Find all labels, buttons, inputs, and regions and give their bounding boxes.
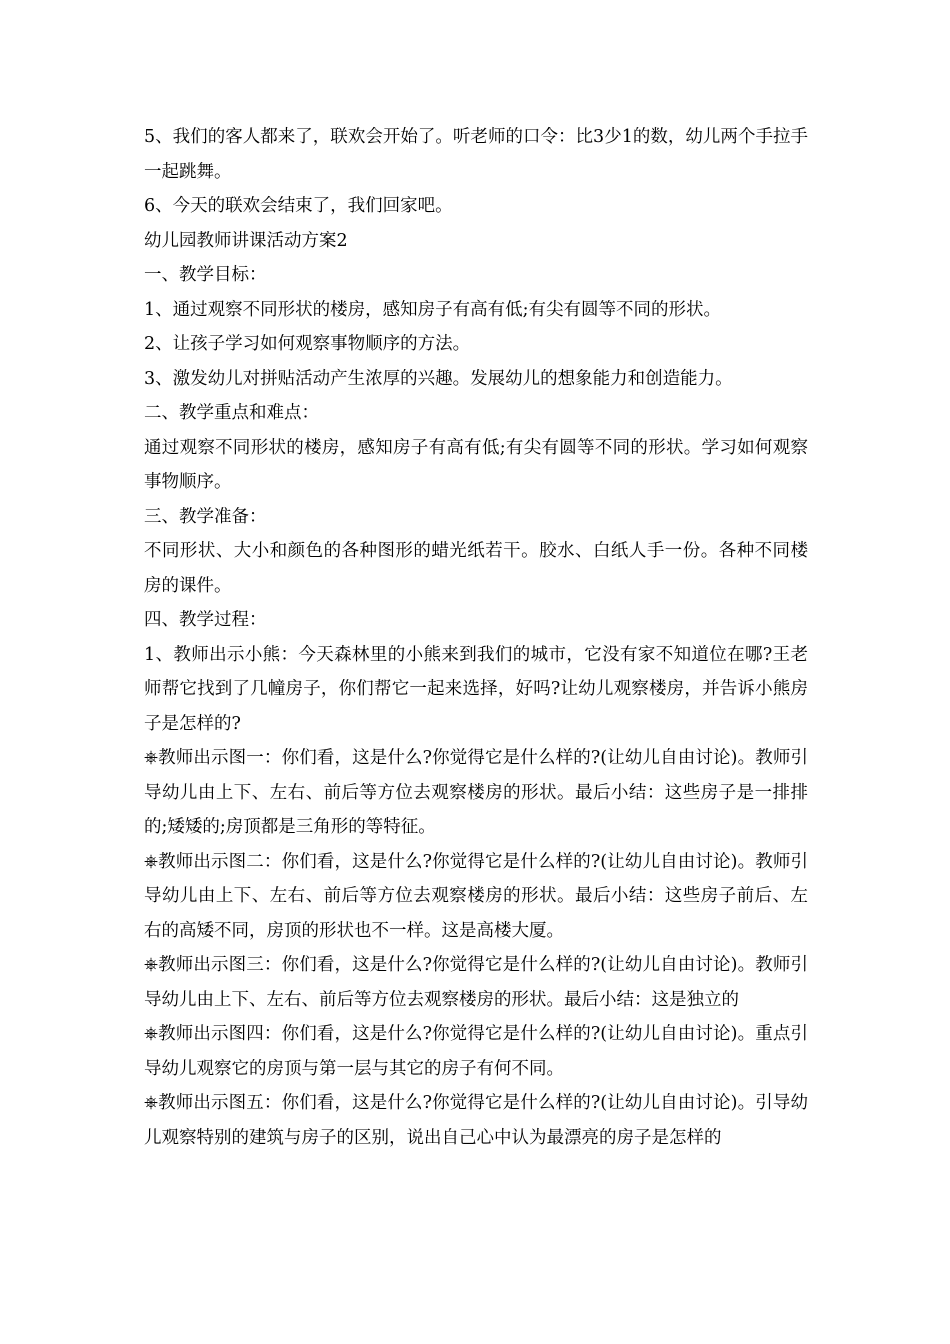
paragraph-step-5: 5、我们的客人都来了，联欢会开始了。听老师的口令：比3少1的数，幼儿两个手拉手一起跳舞。 — [144, 127, 808, 182]
goal-2: 2、让孩子学习如何观察事物顺序的方法。 — [144, 334, 471, 354]
key-points-text: 通过观察不同形状的楼房，感知房子有高有低;有尖有圆等不同的形状。学习如何观察事物顺序。 — [144, 437, 808, 492]
process-step-1: 1、教师出示小熊：今天森林里的小熊来到我们的城市，它没有家不知道位在哪?王老师帮它找到了几幢房子，你们帮它一起来选择，好吗?让幼儿观察楼房，并告诉小熊房子是怎样的? — [144, 644, 808, 734]
document-page — [144, 120, 808, 1155]
process-figure-1: ⎈教师出示图一：你们看，这是什么?你觉得它是什么样的?(让幼儿自由讨论)。教师引导幼儿由上下、左右、前后等方位去观察楼房的形状。最后小结：这些房子是一排排的;矮矮的;房顶都是三角形的等特征。 — [144, 748, 808, 837]
section-title: 幼儿园教师讲课活动方案2 — [144, 230, 348, 251]
heading-preparation: 三、教学准备： — [144, 506, 267, 527]
process-figure-3: ⎈教师出示图三：你们看，这是什么?你觉得它是什么样的?(让幼儿自由讨论)。教师引导幼儿由上下、左右、前后等方位去观察楼房的形状。最后小结：这是独立的 — [144, 955, 808, 1010]
goal-1: 1、通过观察不同形状的楼房，感知房子有高有低;有尖有圆等不同的形状。 — [144, 299, 722, 320]
process-figure-4: ⎈教师出示图四：你们看，这是什么?你觉得它是什么样的?(让幼儿自由讨论)。重点引导幼儿观察它的房顶与第一层与其它的房子有何不同。 — [144, 1024, 808, 1079]
process-figure-5: ⎈教师出示图五：你们看，这是什么?你觉得它是什么样的?(让幼儿自由讨论)。引导幼儿观察特别的建筑与房子的区别，说出自己心中认为最漂亮的房子是怎样的 — [144, 1093, 808, 1148]
process-figure-2: ⎈教师出示图二：你们看，这是什么?你觉得它是什么样的?(让幼儿自由讨论)。教师引导幼儿由上下、左右、前后等方位去观察楼房的形状。最后小结：这些房子前后、左右的高矮不同，房顶的形状也不一样。这是高楼大厦。 — [144, 851, 808, 941]
paragraph-step-6: 6、今天的联欢会结束了，我们回家吧。 — [144, 196, 453, 216]
heading-process: 四、教学过程： — [144, 610, 267, 630]
goal-3: 3、激发幼儿对拼贴活动产生浓厚的兴趣。发展幼儿的想象能力和创造能力。 — [144, 368, 733, 389]
preparation-text: 不同形状、大小和颜色的各种图形的蜡光纸若干。胶水、白纸人手一份。各种不同楼房的课件。 — [144, 541, 808, 596]
heading-key-points: 二、教学重点和难点： — [144, 403, 319, 423]
heading-teaching-goals: 一、教学目标： — [144, 265, 267, 285]
